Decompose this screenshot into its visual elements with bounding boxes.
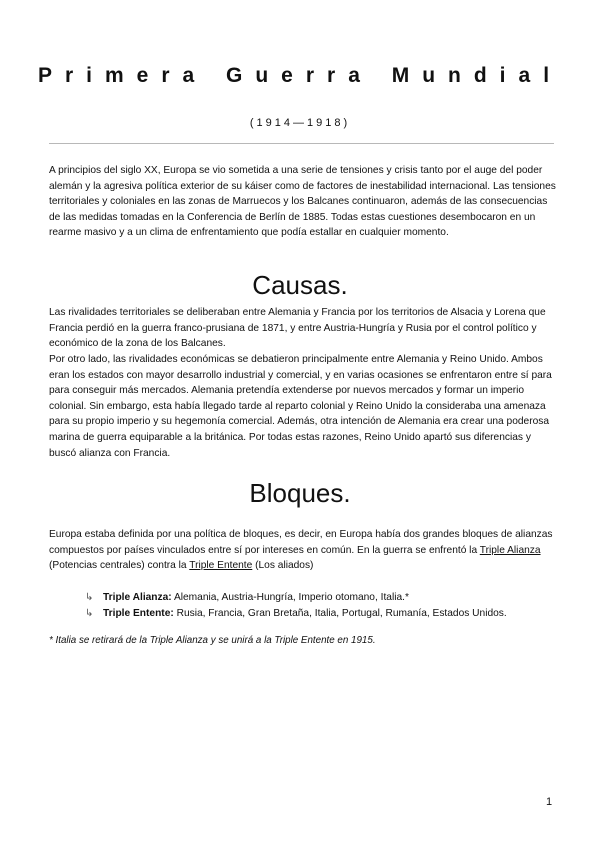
list-item (85, 606, 555, 622)
return-arrow-icon: ↳ (85, 592, 94, 603)
intro-paragraph: A principios del siglo XX, Europa se vio sometida a una serie de tensiones y crisis tanto por el auge del poder alemán y la agresiva política exterior de su káiser como de factores de inestabilidad internacional. Las tensiones territoriales y coloniales en las zonas de Marruecos y los Balcanes continuaron, además de las consecuencias de las medidas tomadas en la Conferencia de Berlín de 1885. Todas estas cuestiones desembocaron en un rearme masivo y a un clima de enfrentamiento que podía estallar en cualquier momento. (49, 165, 556, 239)
list-item-text: Alemania, Austria-Hungría, Imperio otomano, Italia.* (171, 592, 409, 603)
list-item-label: Triple Entente: (103, 607, 174, 619)
bloques-paragraph (49, 527, 559, 574)
document-title: Primera Guerra Mundial (37, 64, 563, 87)
list-item (85, 590, 555, 606)
document-dates: (1914—1918) (249, 117, 351, 129)
bloques-text-end: (Los aliados) (252, 560, 314, 572)
bloques-text-mid: (Potencias centrales) contra la (49, 560, 190, 572)
footnote: * Italia se retirará de la Triple Alianza y se unirá a la Triple Entente en 1915. (49, 635, 376, 646)
causas-paragraph-1: Las rivalidades territoriales se deliberaban entre Alemania y Francia por los territorios de Alsacia y Lorena que Francia perdió en la guerra franco-prusiana de 1871, y entre Austria-Hungría y Rusia por el control político y económico de la zona de los Balcanes. (49, 307, 546, 350)
triple-entente-link[interactable]: Triple Entente (189, 560, 253, 572)
list-item-label: Triple Alianza: (103, 592, 172, 603)
alliances-list (85, 590, 555, 621)
triple-alianza-link[interactable]: Triple Alianza (479, 544, 541, 556)
causas-heading: Causas. (252, 270, 348, 300)
title-divider (49, 143, 554, 144)
causas-paragraph-2: Por otro lado, las rivalidades económicas se debatieron principalmente entre Alemania y Reino Unido. Ambos eran los estados con mayor desarrollo industrial y comercial, y en varias ocasiones se enfrentaron entre sí para para conseguir más mercados. Alemania pretendía extenderse por nuevos mercados y formar un imperio colonial. Sin embargo, esta había llegado tarde al reparto colonial y Reino Unido la consideraba una amenaza para su propio imperio y su hegemonía comercial. Además, otra intención de Alemania era crear una poderosa marina de guerra equiparable a la británica. Por todas estas razones, Reino Unido apartó sus diferencias y buscó alianza con Francia. (49, 354, 552, 459)
page-number: 1 (546, 796, 553, 808)
bloques-text-start: Europa estaba definida por una política de bloques, es decir, en Europa había dos grandes bloques de alianzas compuestos por países vinculados entre sí por intereses en común. En la guerra se enfrentó la (49, 529, 553, 556)
list-item-text: Rusia, Francia, Gran Bretaña, Italia, Portugal, Rumanía, Estados Unidos. (173, 607, 507, 619)
return-arrow-icon: ↳ (85, 607, 94, 619)
bloques-heading: Bloques. (249, 478, 351, 508)
